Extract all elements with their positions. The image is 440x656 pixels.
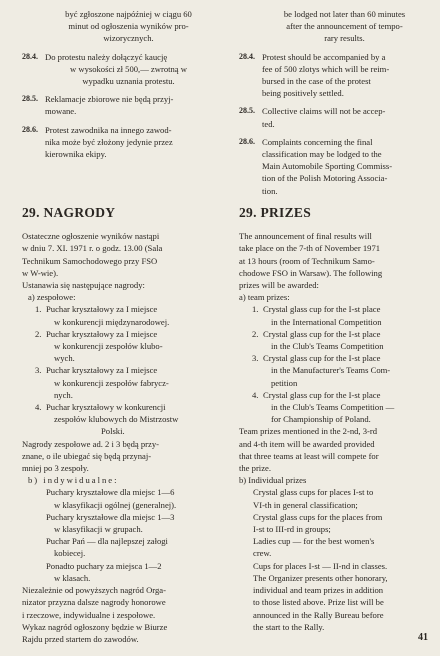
- text-line: wych.: [54, 353, 75, 364]
- item-number: 2.: [35, 328, 42, 339]
- text-line: tion.: [262, 185, 278, 196]
- text-line: zespołów klubowych do Mistrzostw: [54, 414, 179, 425]
- text-line: wypadku uznania protestu.: [82, 76, 175, 87]
- text-line: wizorycznych.: [103, 33, 154, 44]
- item-number: 1.: [252, 304, 259, 315]
- individual-prize: [239, 535, 427, 559]
- text-line: Cups for places I-st — II-nd in classes.: [253, 560, 388, 571]
- text-line: w klasach.: [54, 572, 91, 583]
- text-line: Puchar kryształowy za I miejsce: [46, 365, 158, 376]
- text-line: crew.: [253, 548, 272, 559]
- text-line: Ponadto puchary za miejsca 1—2: [46, 560, 162, 571]
- individual-prize: [22, 486, 212, 510]
- clause-28-6-pl: [22, 124, 212, 161]
- text-line: The Organizer presents other honorary,: [253, 572, 388, 583]
- individual-prize: [239, 486, 427, 510]
- section-heading-pl: 29. NAGRODY: [22, 205, 116, 220]
- text-line: after the announcement of tempo-: [286, 21, 403, 32]
- text-line: that three teams at least will compete for: [239, 450, 379, 461]
- individual-prize: [22, 511, 212, 535]
- clause-28-5-en: [239, 105, 427, 129]
- clause-28-6-en: [239, 136, 427, 197]
- text-line: Puchary kryształowe dla miejsc 1—6: [46, 487, 175, 498]
- text-line: prizes will be awarded:: [239, 280, 319, 291]
- text-line: be lodged not later than 60 minutes: [283, 9, 406, 19]
- text-line: and 4-th item will be awarded provided: [239, 438, 375, 449]
- text-line: Main Automobile Sporting Commiss-: [262, 161, 393, 172]
- left-top-intro: [22, 8, 212, 45]
- item-number: 3.: [35, 365, 42, 376]
- text-line: in the International Competition: [271, 316, 382, 327]
- subsection-label: b) Individual prizes: [239, 475, 307, 486]
- team-prize-item: [22, 328, 212, 365]
- individual-prize: [239, 511, 427, 535]
- text-line: kierownika ekipy.: [45, 149, 107, 160]
- text-line: petition: [271, 377, 298, 388]
- text-line: individual and team prizes in addition: [253, 585, 384, 596]
- clause-number: 28.6.: [239, 136, 255, 146]
- text-line: Reklamacje zbiorowe nie będą przyj-: [45, 94, 174, 105]
- text-line: Ustanawia się następujące nagrody:: [22, 280, 145, 291]
- text-line: w W-wie).: [22, 267, 59, 278]
- clause-number: 28.5.: [239, 106, 255, 116]
- item-number: 1.: [35, 304, 42, 315]
- text-line: Puchar kryształowy w konkurencji: [46, 402, 166, 413]
- text-line: Crystal glass cup for the I-st place: [263, 389, 381, 400]
- text-line: mniej po 3 zespoły.: [22, 463, 89, 474]
- right-prizes-section: [239, 207, 427, 633]
- team-prize-item: [239, 328, 427, 352]
- item-number: 4.: [252, 389, 259, 400]
- text-line: być zgłoszone najpóźniej w ciągu 60: [65, 9, 192, 19]
- team-prize-item: [22, 364, 212, 401]
- text-line: Niezależnie od powyższych nagród Orga-: [22, 585, 166, 596]
- text-line: w konkurencji międzynarodowej.: [54, 316, 170, 327]
- clause-28-4-pl: [22, 51, 212, 88]
- individual-prize: [22, 560, 212, 584]
- text-line: w klasyfikacji ogólnej (generalnej).: [54, 499, 177, 510]
- text-line: Rajdu przed startem do zawodów.: [22, 633, 139, 644]
- item-number: 3.: [252, 353, 259, 364]
- text-line: I-st to III-rd in groups;: [253, 524, 331, 535]
- text-line: Do protestu należy dołączyć kaucję: [45, 51, 168, 62]
- text-line: Protest zawodnika na innego zawod-: [45, 124, 172, 135]
- text-line: Ostateczne ogłoszenie wyników nastąpi: [22, 231, 160, 242]
- text-line: ted.: [262, 118, 275, 129]
- text-line: Puchar kryształowy za I miejsce: [46, 304, 158, 315]
- text-line: Puchar kryształowy za I miejsce: [46, 328, 158, 339]
- clause-number: 28.4.: [239, 51, 255, 61]
- section-heading-en: 29. PRIZES: [239, 205, 312, 220]
- text-line: tion of the Polish Motoring Associa-: [262, 173, 388, 184]
- team-prize-item: [239, 389, 427, 426]
- text-line: Complaints concerning the final: [262, 136, 373, 147]
- text-line: at 13 hours (room of Technikum Samo-: [239, 255, 375, 266]
- clause-number: 28.4.: [22, 51, 38, 61]
- text-line: w klasyfikacji w grupach.: [54, 524, 143, 535]
- text-line: The announcement of final results will: [239, 231, 372, 242]
- right-top-intro: [239, 8, 427, 45]
- text-line: w dniu 7. XI. 1971 r. o godz. 13.00 (Sala: [22, 243, 163, 254]
- text-line: bursed in the case of the protest: [262, 76, 371, 87]
- text-line: nizator przyzna dalsze nagrody honorowe: [22, 597, 166, 608]
- text-line: Team prizes mentioned in the 2-nd, 3-rd: [239, 426, 378, 437]
- item-number: 4.: [35, 402, 42, 413]
- team-prize-item: [22, 401, 212, 438]
- text-line: w konkurencji zespołów klubo-: [54, 341, 163, 352]
- clause-number: 28.6.: [22, 124, 38, 134]
- team-prize-item: [239, 303, 427, 327]
- text-line: classification may be lodged to the: [262, 149, 382, 160]
- item-number: 2.: [252, 328, 259, 339]
- text-line: Protest should be accompanied by a: [262, 51, 386, 62]
- subsection-label: a) zespołowe:: [28, 292, 76, 303]
- team-prize-item: [239, 352, 427, 389]
- text-line: Polski.: [101, 426, 125, 437]
- text-line: Crystal glass cup for the I-st place: [263, 328, 381, 339]
- text-line: Crystal glass cup for the I-st place: [263, 353, 381, 364]
- text-line: Wykaz nagród ogłoszony będzie w Biurze: [22, 621, 168, 632]
- text-line: Collective claims will not be accep-: [262, 106, 386, 117]
- subsection-label: b) indywidualne:: [28, 475, 119, 486]
- page-number: 41: [418, 632, 428, 643]
- text-line: w konkurencji zespołów fabrycz-: [54, 377, 169, 388]
- clause-28-5-pl: [22, 93, 212, 117]
- text-line: minut od ogłoszenia wyników pro-: [68, 21, 189, 32]
- text-line: being positively settled.: [262, 88, 344, 99]
- individual-prize: [22, 535, 212, 559]
- text-line: announced in the Rally Bureau before: [253, 609, 384, 620]
- text-line: in the Club's Teams Competition —: [271, 402, 395, 413]
- team-prize-item: [22, 303, 212, 327]
- text-line: the start to the Rally.: [253, 621, 325, 632]
- text-line: kobiecej.: [54, 548, 86, 559]
- text-line: chodowe FSO in Warsaw). The following: [239, 267, 383, 278]
- subsection-label: a) team prizes:: [239, 292, 290, 303]
- text-line: VI-th in general classification;: [253, 499, 358, 510]
- text-line: Puchary kryształowe dla miejsc 1—3: [46, 511, 175, 522]
- text-line: for Championship of Poland.: [271, 414, 371, 425]
- text-line: in the Club's Teams Competition: [271, 341, 384, 352]
- text-line: rary results.: [324, 33, 365, 44]
- clause-number: 28.5.: [22, 94, 38, 104]
- left-prizes-section: [22, 207, 212, 645]
- text-line: w wysokości zł 500,— zwrotną w: [70, 63, 187, 74]
- left-column: [22, 8, 212, 160]
- clause-28-4-en: [239, 51, 427, 100]
- text-line: mowane.: [45, 106, 77, 117]
- text-line: nika może być złożony jedynie przez: [45, 136, 173, 147]
- text-line: znane, o ile ubiegać się będą przynaj-: [22, 450, 152, 461]
- text-line: Ladies cup — for the best women's: [253, 536, 375, 547]
- text-line: Nagrody zespołowe ad. 2 i 3 będą przy-: [22, 438, 159, 449]
- individual-prize: [239, 560, 427, 572]
- right-column: [239, 8, 427, 197]
- text-line: nych.: [54, 389, 73, 400]
- text-line: fee of 500 zlotys which will be reim-: [262, 63, 390, 74]
- text-line: to those listed above. Prize list will be: [253, 597, 384, 608]
- text-line: in the Manufacturer's Teams Com-: [271, 365, 391, 376]
- text-line: Puchar Pań — dla najlepszej załogi: [46, 536, 168, 547]
- text-line: Crystal glass cups for the places from: [253, 511, 383, 522]
- text-line: Crystal glass cups for places I-st to: [253, 487, 374, 498]
- text-line: Technikum Samochodowego przy FSO: [22, 255, 158, 266]
- text-line: take place on the 7-th of November 1971: [239, 243, 381, 254]
- text-line: i rzeczowe, indywidualne i zespołowe.: [22, 609, 156, 620]
- text-line: the prize.: [239, 463, 271, 474]
- text-line: Crystal glass cup for the I-st place: [263, 304, 381, 315]
